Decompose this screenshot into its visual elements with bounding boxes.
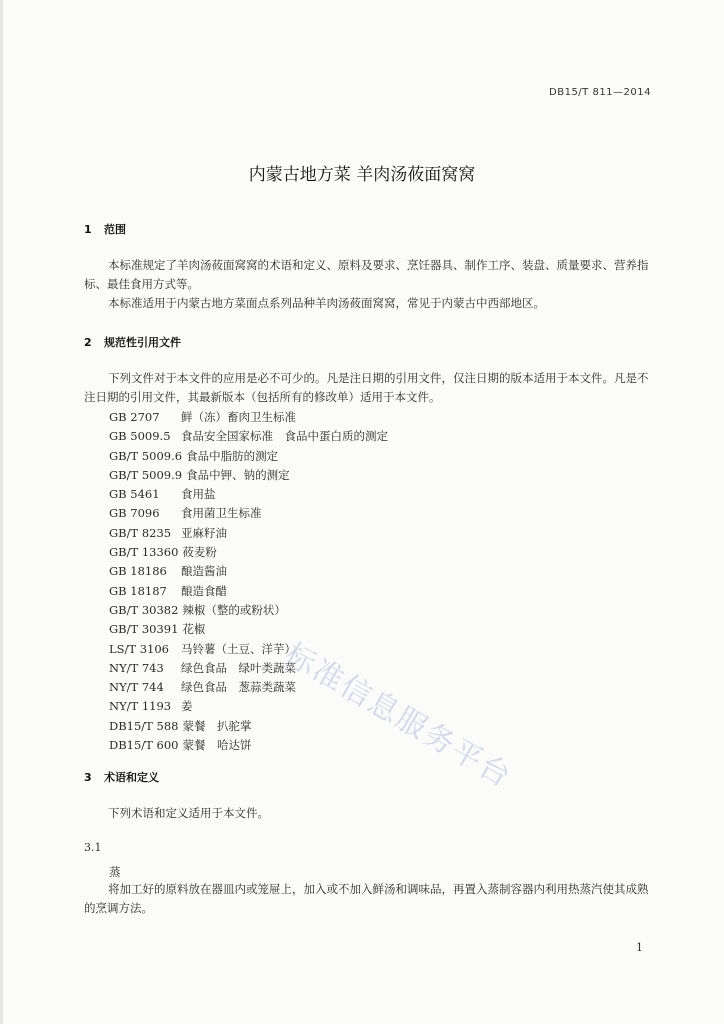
terms-intro: 下列术语和定义适用于本文件。 bbox=[108, 806, 269, 820]
reference-title: 酿造食醋 bbox=[181, 583, 227, 598]
scope-paragraph-2: 本标准适用于内蒙古地方菜面点系列品种羊肉汤莜面窝窝，常见于内蒙古中西部地区。 bbox=[108, 296, 545, 310]
section-title: 术语和定义 bbox=[104, 771, 159, 784]
reference-item bbox=[109, 524, 388, 543]
reference-code: GB 5009.5 bbox=[109, 429, 171, 444]
reference-item bbox=[109, 447, 388, 466]
section-heading-normative bbox=[84, 334, 181, 350]
reference-title: 食品中钾、钠的测定 bbox=[186, 467, 290, 482]
term-number: 3.1 bbox=[84, 841, 102, 854]
reference-title: 蒙餐 哈达饼 bbox=[182, 738, 252, 753]
reference-item bbox=[109, 562, 388, 581]
reference-code: GB/T 30391 bbox=[109, 622, 179, 637]
reference-code: LS/T 3106 bbox=[109, 641, 169, 656]
reference-code: GB 2707 bbox=[109, 410, 160, 424]
reference-code: GB 7096 bbox=[109, 506, 160, 521]
reference-title: 蒙餐 扒驼掌 bbox=[182, 718, 252, 733]
reference-item bbox=[109, 736, 388, 755]
reference-code: GB 18186 bbox=[109, 564, 167, 579]
reference-item bbox=[109, 466, 388, 485]
section-heading-scope bbox=[84, 221, 126, 237]
reference-code: NY/T 743 bbox=[109, 660, 164, 675]
reference-code: GB 5461 bbox=[109, 487, 160, 502]
section-number: 1 bbox=[84, 223, 92, 236]
watermark-text: 标准信息服务平台 bbox=[278, 636, 518, 796]
reference-title: 食用菌卫生标准 bbox=[181, 506, 262, 521]
reference-title: 鲜（冻）畜肉卫生标准 bbox=[181, 410, 296, 424]
standard-number: DB15/T 811—2014 bbox=[549, 87, 651, 98]
reference-title: 马铃薯（土豆、洋芋） bbox=[181, 641, 296, 656]
reference-code: NY/T 1193 bbox=[109, 699, 172, 714]
section-number: 3 bbox=[84, 771, 92, 784]
reference-title: 食品中脂肪的测定 bbox=[186, 448, 279, 463]
reference-item bbox=[109, 408, 388, 427]
reference-code: NY/T 744 bbox=[109, 680, 164, 695]
reference-title: 亚麻籽油 bbox=[181, 525, 227, 540]
reference-title: 食用盐 bbox=[181, 487, 216, 502]
reference-title: 姜 bbox=[181, 699, 193, 714]
normative-intro: 下列文件对于本文件的应用是必不可少的。凡是注日期的引用文件，仅注日期的版本适用于本文件。凡是不注日期的引用文件，其最新版本（包括所有的修改单）适用于本文件。 bbox=[84, 371, 649, 404]
section-title: 规范性引用文件 bbox=[104, 336, 181, 349]
section-title: 范围 bbox=[104, 223, 126, 236]
reference-title: 花椒 bbox=[182, 622, 206, 637]
reference-code: GB/T 5009.9 bbox=[109, 467, 183, 482]
reference-title: 酿造酱油 bbox=[181, 564, 227, 579]
section-number: 2 bbox=[84, 336, 92, 349]
term-definition: 将加工好的原料放在器皿内或笼屉上，加入或不加入鲜汤和调味品，再置入蒸制容器内利用热蒸汽使其成熟的烹调方法。 bbox=[84, 882, 649, 915]
reference-title: 辣椒（整的或粉状） bbox=[182, 602, 286, 617]
reference-item bbox=[109, 620, 388, 639]
page-number: 1 bbox=[636, 941, 643, 954]
reference-item bbox=[109, 717, 388, 736]
reference-code: GB/T 13360 bbox=[109, 545, 179, 560]
reference-title: 莜麦粉 bbox=[182, 545, 217, 560]
scope-paragraph-1: 本标准规定了羊肉汤莜面窝窝的术语和定义、原料及要求、烹饪器具、制作工序、装盘、质量要求、营养指标、最佳食用方式等。 bbox=[84, 258, 649, 291]
reference-title: 绿色食品 葱蒜类蔬菜 bbox=[181, 680, 296, 695]
reference-item bbox=[109, 582, 388, 601]
document-title: 内蒙古地方菜 羊肉汤莜面窝窝 bbox=[248, 165, 476, 185]
reference-code: GB/T 8235 bbox=[109, 525, 172, 540]
reference-code: DB15/T 600 bbox=[109, 738, 179, 753]
reference-code: GB/T 5009.6 bbox=[109, 448, 183, 463]
reference-item bbox=[109, 504, 388, 523]
reference-code: GB/T 30382 bbox=[109, 602, 179, 617]
section-heading-terms bbox=[84, 769, 159, 785]
term-name: 蒸 bbox=[109, 865, 121, 879]
reference-item bbox=[109, 427, 388, 446]
reference-title: 绿色食品 绿叶类蔬菜 bbox=[181, 660, 296, 675]
reference-item bbox=[109, 543, 388, 562]
reference-item bbox=[109, 601, 388, 620]
reference-code: GB 18187 bbox=[109, 583, 167, 598]
page-edge bbox=[0, 0, 3, 1024]
reference-code: DB15/T 588 bbox=[109, 718, 179, 733]
reference-item bbox=[109, 485, 388, 504]
reference-title: 食品安全国家标准 食品中蛋白质的测定 bbox=[181, 429, 388, 444]
